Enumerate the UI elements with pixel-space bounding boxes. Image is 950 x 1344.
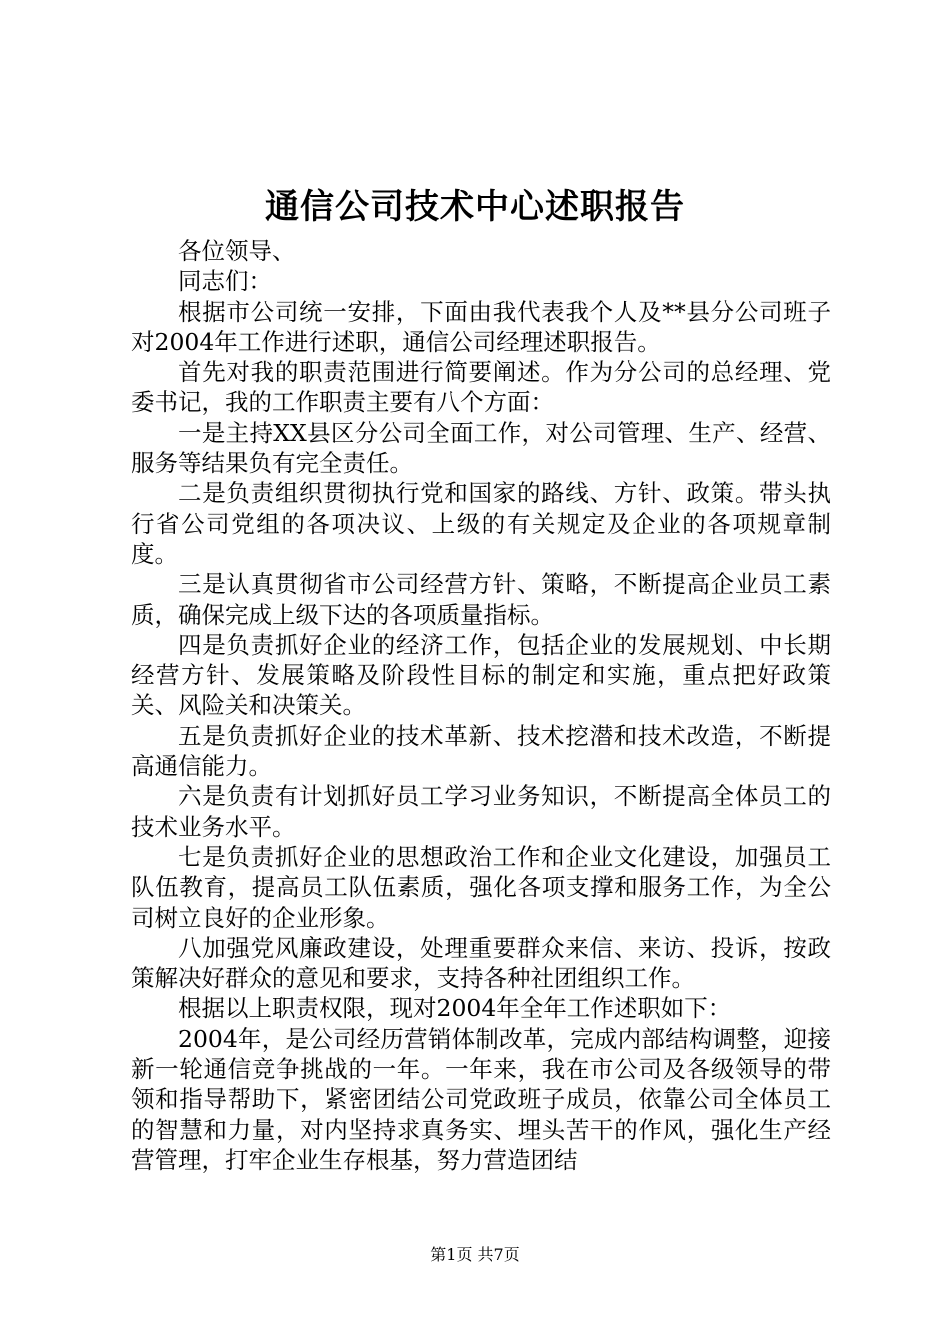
- paragraph-intro: 根据市公司统一安排，下面由我代表我个人及**县分公司班子对2004年工作进行述职，通信公司经理述职报告。: [131, 297, 831, 356]
- paragraph-duty-3: 三是认真贯彻省市公司经营方针、策略，不断提高企业员工素质，确保完成上级下达的各项质量指标。: [131, 570, 831, 629]
- paragraph-year-summary: 2004年，是公司经历营销体制改革，完成内部结构调整，迎接新一轮通信竞争挑战的一年。一年来，我在市公司及各级领导的带领和指导帮助下，紧密团结公司党政班子成员，依靠公司全体员工的智慧和力量，对内坚持求真务实、埋头苦干的作风，强化生产经营管理，打牢企业生存根基，努力营造团结: [131, 1024, 831, 1174]
- paragraph-duty-overview: 首先对我的职责范围进行简要阐述。作为分公司的总经理、党委书记，我的工作职责主要有八个方面：: [131, 358, 831, 417]
- paragraph-duty-2: 二是负责组织贯彻执行党和国家的路线、方针、政策。带头执行省公司党组的各项决议、上级的有关规定及企业的各项规章制度。: [131, 479, 831, 568]
- paragraph-duty-6: 六是负责有计划抓好员工学习业务知识，不断提高全体员工的技术业务水平。: [131, 782, 831, 841]
- paragraph-greeting-comrades: 同志们：: [178, 267, 272, 296]
- page-footer: 第1页 共7页: [430, 1245, 520, 1264]
- paragraph-duty-1: 一是主持XX县区分公司全面工作，对公司管理、生产、经营、服务等结果负有完全责任。: [131, 418, 831, 478]
- paragraph-duty-4: 四是负责抓好企业的经济工作，包括企业的发展规划、中长期经营方针、发展策略及阶段性目标的制定和实施，重点把好政策关、风险关和决策关。: [131, 630, 831, 720]
- document-body: [131, 236, 831, 1175]
- paragraph-duty-7: 七是负责抓好企业的思想政治工作和企业文化建设，加强员工队伍教育，提高员工队伍素质，强化各项支撑和服务工作，为全公司树立良好的企业形象。: [131, 842, 831, 932]
- document-title: 通信公司技术中心述职报告: [265, 187, 685, 227]
- paragraph-duty-8: 八加强党风廉政建设，处理重要群众来信、来访、投诉，按政策解决好群众的意见和要求，支持各种社团组织工作。: [131, 933, 831, 993]
- paragraph-report-lead: 根据以上职责权限，现对2004年全年工作述职如下：: [178, 994, 732, 1023]
- paragraph-duty-5: 五是负责抓好企业的技术革新、技术挖潜和技术改造，不断提高通信能力。: [131, 721, 831, 781]
- paragraph-greeting-leaders: 各位领导、: [178, 237, 296, 265]
